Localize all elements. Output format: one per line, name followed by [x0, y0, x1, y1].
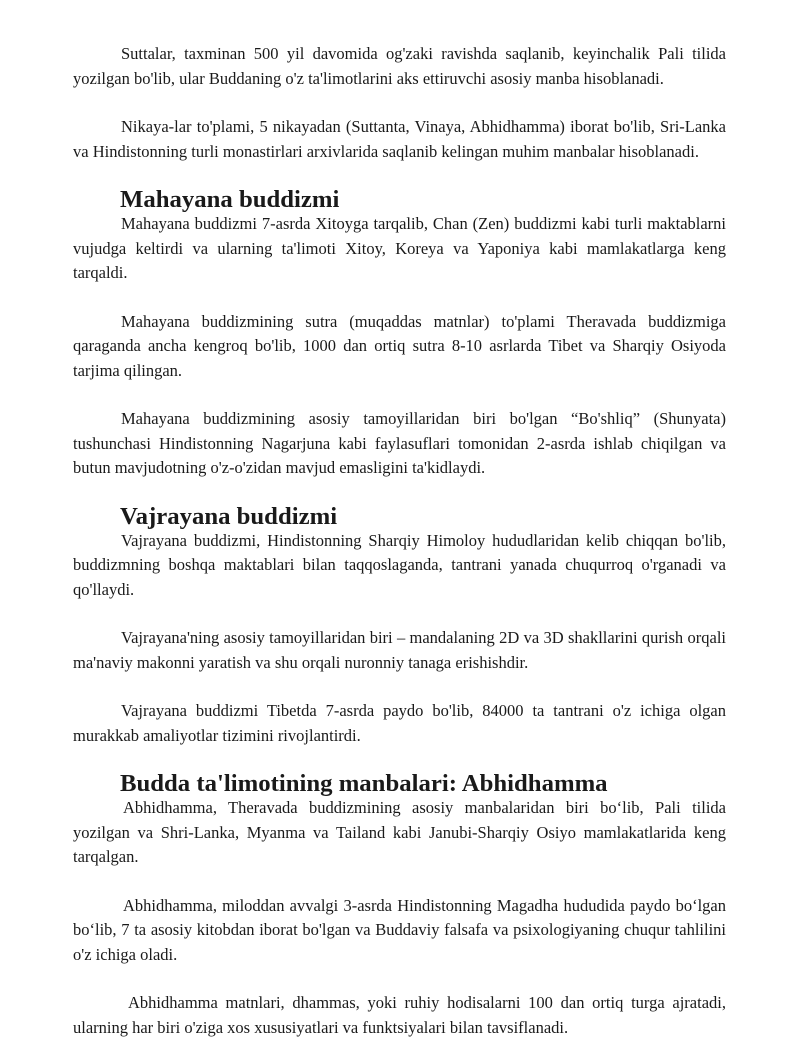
paragraph-suttalar: Suttalar, taxminan 500 yil davomida og'zaki ravishda saqlanib, keyinchalik Pali tilida yozilgan bo'lib, ular Buddaning o'z ta'limotlarini aks ettiruvchi asosiy manba hisoblanadi.: [73, 44, 726, 88]
heading-abhidhamma: Budda ta'limotining manbalari: Abhidhamma: [120, 770, 608, 797]
paragraph-nikaya: Nikaya-lar to'plami, 5 nikayadan (Suttanta, Vinaya, Abhidhamma) iborat bo'lib, Sri-Lanka va Hindistonning turli monastirlari arxivlarida saqlanib kelingan muhim manbalar hisoblanadi.: [73, 117, 726, 161]
paragraph-abhidhamma-magadha: Abhidhamma, miloddan avvalgi 3-asrda Hindistonning Magadha hududida paydo bo‘lgan bo‘lib, 7 ta asosiy kitobdan iborat bo'lgan va Buddaviy falsafa va psixologiyaning chuqur tahlilini o'z ichiga oladi.: [73, 895, 726, 964]
paragraph-abhidhamma-theravada: Abhidhamma, Theravada buddizmining asosiy manbalaridan biri bo‘lib, Pali tilida yozilgan va Shri-Lanka, Myanma va Tailand kabi Janubi-Sharqiy Osiyo mamlakatlarida keng tarqalgan.: [73, 798, 726, 866]
heading-mahayana: Mahayana buddizmi: [120, 186, 340, 213]
paragraph-abhidhamma-dhammas: Abhidhamma matnlari, dhammas, yoki ruhiy hodisalarni 100 dan ortiq turga ajratadi, ularning har biri o'ziga xos xususiyatlari va funktsiyalari bilan tavsiflanadi.: [73, 993, 726, 1037]
paragraph-vajrayana-origin: Vajrayana buddizmi, Hindistonning Sharqiy Himoloy hududlaridan kelib chiqqan bo'lib, buddizmning boshqa maktablari bilan taqqoslaganda, tantrani yanada chuqurroq o'rganadi va qo'llaydi.: [73, 530, 726, 599]
paragraph-vajrayana-tibet: Vajrayana buddizmi Tibetda 7-asrda paydo bo'lib, 84000 ta tantrani o'z ichiga olgan murakkab amaliyotlar tizimini rivojlantirdi.: [73, 701, 726, 745]
paragraph-vajrayana-mandala: Vajrayana'ning asosiy tamoyillaridan biri – mandalaning 2D va 3D shakllarini qurish orqali ma'naviy makonni yaratish va shu orqali nuronniy tanaga erishishdir.: [73, 628, 726, 672]
paragraph-mahayana-spread: Mahayana buddizmi 7-asrda Xitoyga tarqalib, Chan (Zen) buddizmi kabi turli maktablarni vujudga keltirdi va ularning ta'limoti Xitoy, Koreya va Yaponiya kabi mamlakatlarga keng tarqaldi.: [73, 214, 726, 282]
paragraph-mahayana-shunyata: Mahayana buddizmining asosiy tamoyillaridan biri bo'lgan “Bo'shliq” (Shunyata) tushunchasi Hindistonning Nagarjuna kabi faylasuflari tomonidan 2-asrda ishlab chiqilgan va butun mavjudotning o'z-o'zidan mavjud emasligini ta'kidlaydi.: [73, 409, 726, 477]
document-page: [73, 42, 726, 1064]
paragraph-mahayana-sutra: Mahayana buddizmining sutra (muqaddas matnlar) to'plami Theravada buddizmiga qaraganda ancha kengroq bo'lib, 1000 dan ortiq sutra 8-10 asrlarda Tibet va Sharqiy Osiyoda tarjima qilingan.: [73, 311, 726, 380]
heading-vajrayana: Vajrayana buddizmi: [120, 502, 338, 530]
